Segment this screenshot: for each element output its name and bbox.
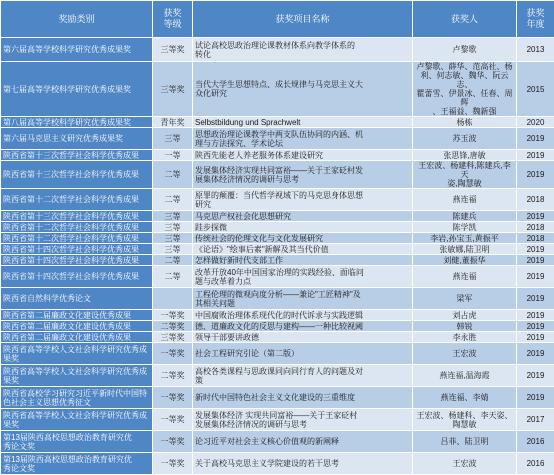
year-cell: 2019 xyxy=(517,321,554,332)
table-body xyxy=(1,38,554,475)
grade-cell: 三等 xyxy=(153,211,193,222)
project-name-cell: Selbstbildung und Sprachwelt xyxy=(193,117,413,128)
header-award-category: 奖励类别 xyxy=(1,1,153,38)
project-name-cell: 关于高校马克思主义学院建设的若干思考 xyxy=(193,453,413,475)
year-cell: 2019 xyxy=(517,255,554,266)
year-cell: 2013 xyxy=(517,38,554,62)
grade-cell: 二等 xyxy=(153,189,193,211)
award-category-cell: 第13届陕西高校思想政治教育研究优 秀论文奖 xyxy=(1,431,153,453)
award-category-cell: 陕西省第十四次哲学社会科学优秀成果 xyxy=(1,244,153,255)
grade-cell: 一等奖 xyxy=(153,343,193,365)
year-cell: 2019 xyxy=(517,387,554,409)
winners-cell: 陈学凯 xyxy=(413,222,517,233)
year-cell: 2018 xyxy=(517,189,554,211)
winners-cell: 燕连福,温海霞 xyxy=(413,365,517,387)
winners-cell: 刘健,董振华 xyxy=(413,255,517,266)
grade-cell: 一等 xyxy=(153,150,193,161)
grade-cell: 三等奖 xyxy=(153,62,193,117)
table-row xyxy=(1,222,554,233)
header-year: 获奖 年度 xyxy=(517,1,554,38)
table-row xyxy=(1,321,554,332)
table-row xyxy=(1,431,554,453)
award-category-cell: 第六届高等学校科学研究优秀成果奖 xyxy=(1,38,153,62)
award-category-cell: 陕西省第二届廉政文化建设优秀成果 xyxy=(1,321,153,332)
table-row xyxy=(1,409,554,431)
project-name-cell: 发展集体经济实现共同富裕——关于王家砭村发 展集体经济情况的调研与思考 xyxy=(193,161,413,189)
grade-cell: 青年奖 xyxy=(153,117,193,128)
table-row xyxy=(1,161,554,189)
year-cell: 2019 xyxy=(517,128,554,150)
table-row xyxy=(1,255,554,266)
award-category-cell: 陕西省第二届廉政文化建设优秀成果 xyxy=(1,332,153,343)
year-cell: 2018 xyxy=(517,233,554,244)
winners-cell: 梁军 xyxy=(413,288,517,310)
winners-cell: 燕连福、李婧 xyxy=(413,387,517,409)
project-name-cell: 《论语》"绘事后素"新解及其当代价值 xyxy=(193,244,413,255)
table-row xyxy=(1,288,554,310)
grade-cell: 二等 xyxy=(153,255,193,266)
project-name-cell: 马克思产权社会化思想研究 xyxy=(193,211,413,222)
project-name-cell: 跬步探微 xyxy=(193,222,413,233)
project-name-cell: 试论高校思政治理论课教材体系向教学体系的 转化 xyxy=(193,38,413,62)
table-row xyxy=(1,233,554,244)
table-row xyxy=(1,38,554,62)
winners-cell: 李永胜 xyxy=(413,332,517,343)
award-category-cell: 陕西省高等学校人文社会科学研究优秀成 果奖 xyxy=(1,343,153,365)
year-cell: 2019 xyxy=(517,365,554,387)
grade-cell: 一等奖 xyxy=(153,409,193,431)
table-row xyxy=(1,150,554,161)
header-project: 获奖项目名称 xyxy=(193,1,413,38)
year-cell: 2020 xyxy=(517,117,554,128)
project-name-cell: 怎样做好新时代支部工作 xyxy=(193,255,413,266)
project-name-cell: 改革开放40年中国国家治理的实践经验、面临问 题与改革着力点 xyxy=(193,266,413,288)
grade-cell: 三等 xyxy=(153,222,193,233)
award-category-cell: 第六届马克思主义研究优秀成果奖 xyxy=(1,128,153,150)
table-row xyxy=(1,211,554,222)
year-cell: 2019 xyxy=(517,310,554,321)
table-row xyxy=(1,310,554,321)
table-row xyxy=(1,343,554,365)
winners-cell: 李岩,孙宝玉,黄振平 xyxy=(413,233,517,244)
award-category-cell: 陕西省高等学校人文社会科学研究优秀成 果奖 xyxy=(1,365,153,387)
grade-cell: 三等 xyxy=(153,128,193,150)
project-name-cell: 当代大学生思想特点、成长规律与马克思主义大 众化研究 xyxy=(193,62,413,117)
project-name-cell: 传统社会的伦理文化与文化发展研究 xyxy=(193,233,413,244)
table-row xyxy=(1,332,554,343)
year-cell: 2019 xyxy=(517,288,554,310)
header-row xyxy=(1,1,554,38)
year-cell: 2019 xyxy=(517,161,554,189)
award-category-cell: 第13届陕西高校思想政治教育研究优 秀论文奖 xyxy=(1,453,153,475)
award-category-cell: 陕西省第十二次哲学社会科学优秀成果 xyxy=(1,222,153,233)
table-row xyxy=(1,453,554,475)
grade-cell: 一等奖 xyxy=(153,453,193,475)
award-category-cell: 陕西省第二届廉政文化建设优秀成果 xyxy=(1,310,153,321)
header-grade: 获奖 等级 xyxy=(153,1,193,38)
year-cell: 2017 xyxy=(517,409,554,431)
year-cell: 2019 xyxy=(517,343,554,365)
winners-cell: 苏玉波 xyxy=(413,128,517,150)
year-cell: 2019 xyxy=(517,244,554,255)
year-cell: 2019 xyxy=(517,150,554,161)
winners-cell: 燕连福 xyxy=(413,266,517,288)
winners-cell: 王宏波 xyxy=(413,343,517,365)
project-name-cell: 陕西先能老人养老服务体系建设研究 xyxy=(193,150,413,161)
winners-cell: 卢黎歌 xyxy=(413,38,517,62)
winners-cell: 燕连福 xyxy=(413,189,517,211)
winners-cell: 张敏娜,陆卫明 xyxy=(413,244,517,255)
award-category-cell: 陕西省第十三次哲学社会科学优秀成果 xyxy=(1,161,153,189)
header-winners: 获奖人 xyxy=(413,1,517,38)
table-row xyxy=(1,387,554,409)
grade-cell: 一等奖 xyxy=(153,387,193,409)
winners-cell: 卢黎歌、薛华、范高社、杨 利、何志敏、魏华、阮云志、 瞿蕾雪、伊景冰、任春、周辉 、王福益、魏新强 xyxy=(413,62,517,117)
project-name-cell: 中国腐败治理体系现代化的时代诉求与实践逻辑 xyxy=(193,310,413,321)
year-cell: 2018 xyxy=(517,222,554,233)
project-name-cell: 论习近平对社会主义核心价值观的新阐释 xyxy=(193,431,413,453)
project-name-cell: 社会工程研究引论（第二版） xyxy=(193,343,413,365)
table-row xyxy=(1,128,554,150)
table-row xyxy=(1,117,554,128)
award-category-cell: 陕西省高等学校人文社会科学研究优秀成 果奖 xyxy=(1,409,153,431)
table-row xyxy=(1,244,554,255)
winners-cell: 杨栋 xyxy=(413,117,517,128)
grade-cell: 一等奖 xyxy=(153,431,193,453)
award-category-cell: 陕西省第十二次哲学社会科学优秀成果 xyxy=(1,189,153,211)
winners-cell: 王宏波、杨建科,陈建兵,李天 姿,陶慧敏 xyxy=(413,161,517,189)
grade-cell: 三等 xyxy=(153,233,193,244)
project-name-cell: 领导干部要讲政德 xyxy=(193,332,413,343)
winners-cell: 吕菲、陆卫明 xyxy=(413,431,517,453)
award-category-cell: 第七届高等学校科学研究优秀成果奖 xyxy=(1,62,153,117)
award-category-cell: 第八届高等学校科学研究优秀成果奖 xyxy=(1,117,153,128)
winners-cell: 王宏波、杨建科、李天姿、 陶慧敏 xyxy=(413,409,517,431)
year-cell: 2019 xyxy=(517,211,554,222)
grade-cell: 二等 xyxy=(153,161,193,189)
project-name-cell: 发展集体经济 实现共同富裕——关于王家砭村 发展集体经济情况的调研与思考 xyxy=(193,409,413,431)
year-cell: 2016 xyxy=(517,431,554,453)
year-cell: 2019 xyxy=(517,332,554,343)
year-cell: 2016 xyxy=(517,453,554,475)
award-category-cell: 陕西省第十二次哲学社会科学优秀成果 xyxy=(1,233,153,244)
grade-cell: 三等 xyxy=(153,244,193,255)
award-category-cell: 陕西省自然科学优秀论文 xyxy=(1,288,153,310)
year-cell: 2019 xyxy=(517,266,554,288)
winners-cell: 韩锐 xyxy=(413,321,517,332)
award-category-cell: 陕西省第十四次哲学社会科学优秀成果 xyxy=(1,255,153,266)
grade-cell: 一等奖 xyxy=(153,310,193,321)
table-row xyxy=(1,189,554,211)
winners-cell: 陈建兵 xyxy=(413,211,517,222)
grade-cell: 三等奖 xyxy=(153,38,193,62)
winners-cell: 刘占虎 xyxy=(413,310,517,321)
table-row xyxy=(1,365,554,387)
award-category-cell: 陕西省高校学习研究习近平新时代中国特 色社会主义思想优秀征文 xyxy=(1,387,153,409)
table-row xyxy=(1,62,554,117)
grade-cell: 二等奖 xyxy=(153,365,193,387)
grade-cell xyxy=(153,288,193,310)
grade-cell: 二等 xyxy=(153,266,193,288)
project-name-cell: 高校各类课程与思政课同向同行育人的问题及对 策 xyxy=(193,365,413,387)
project-name-cell: 德、道廉政文化的反思与建构——一种比较视阈 xyxy=(193,321,413,332)
award-category-cell: 陕西省第十四次哲学社会科学优秀成果 xyxy=(1,266,153,288)
project-name-cell: 新时代中国特色社会主义文化建设的三重维度 xyxy=(193,387,413,409)
grade-cell: 二等奖 xyxy=(153,321,193,332)
winners-cell: 王宏波 xyxy=(413,453,517,475)
award-category-cell: 陕西省第十三次哲学社会科学优秀成果 xyxy=(1,150,153,161)
award-category-cell: 陕西省第十三次哲学社会科学优秀成果 xyxy=(1,211,153,222)
winners-cell: 张思锋,唐敏 xyxy=(413,150,517,161)
table-row xyxy=(1,266,554,288)
project-name-cell: 思想政治理论课教学中两支队伍协同的内涵、机 理与方法探究、学术论坛 xyxy=(193,128,413,150)
project-name-cell: 原罪的颠覆：当代哲学视域下的马克思身体思想 研究 xyxy=(193,189,413,211)
year-cell: 2015 xyxy=(517,62,554,117)
project-name-cell: 工程伦理的微观向度分析——兼论"工匠精神"及 其相关问题 xyxy=(193,288,413,310)
grade-cell: 三等奖 xyxy=(153,332,193,343)
